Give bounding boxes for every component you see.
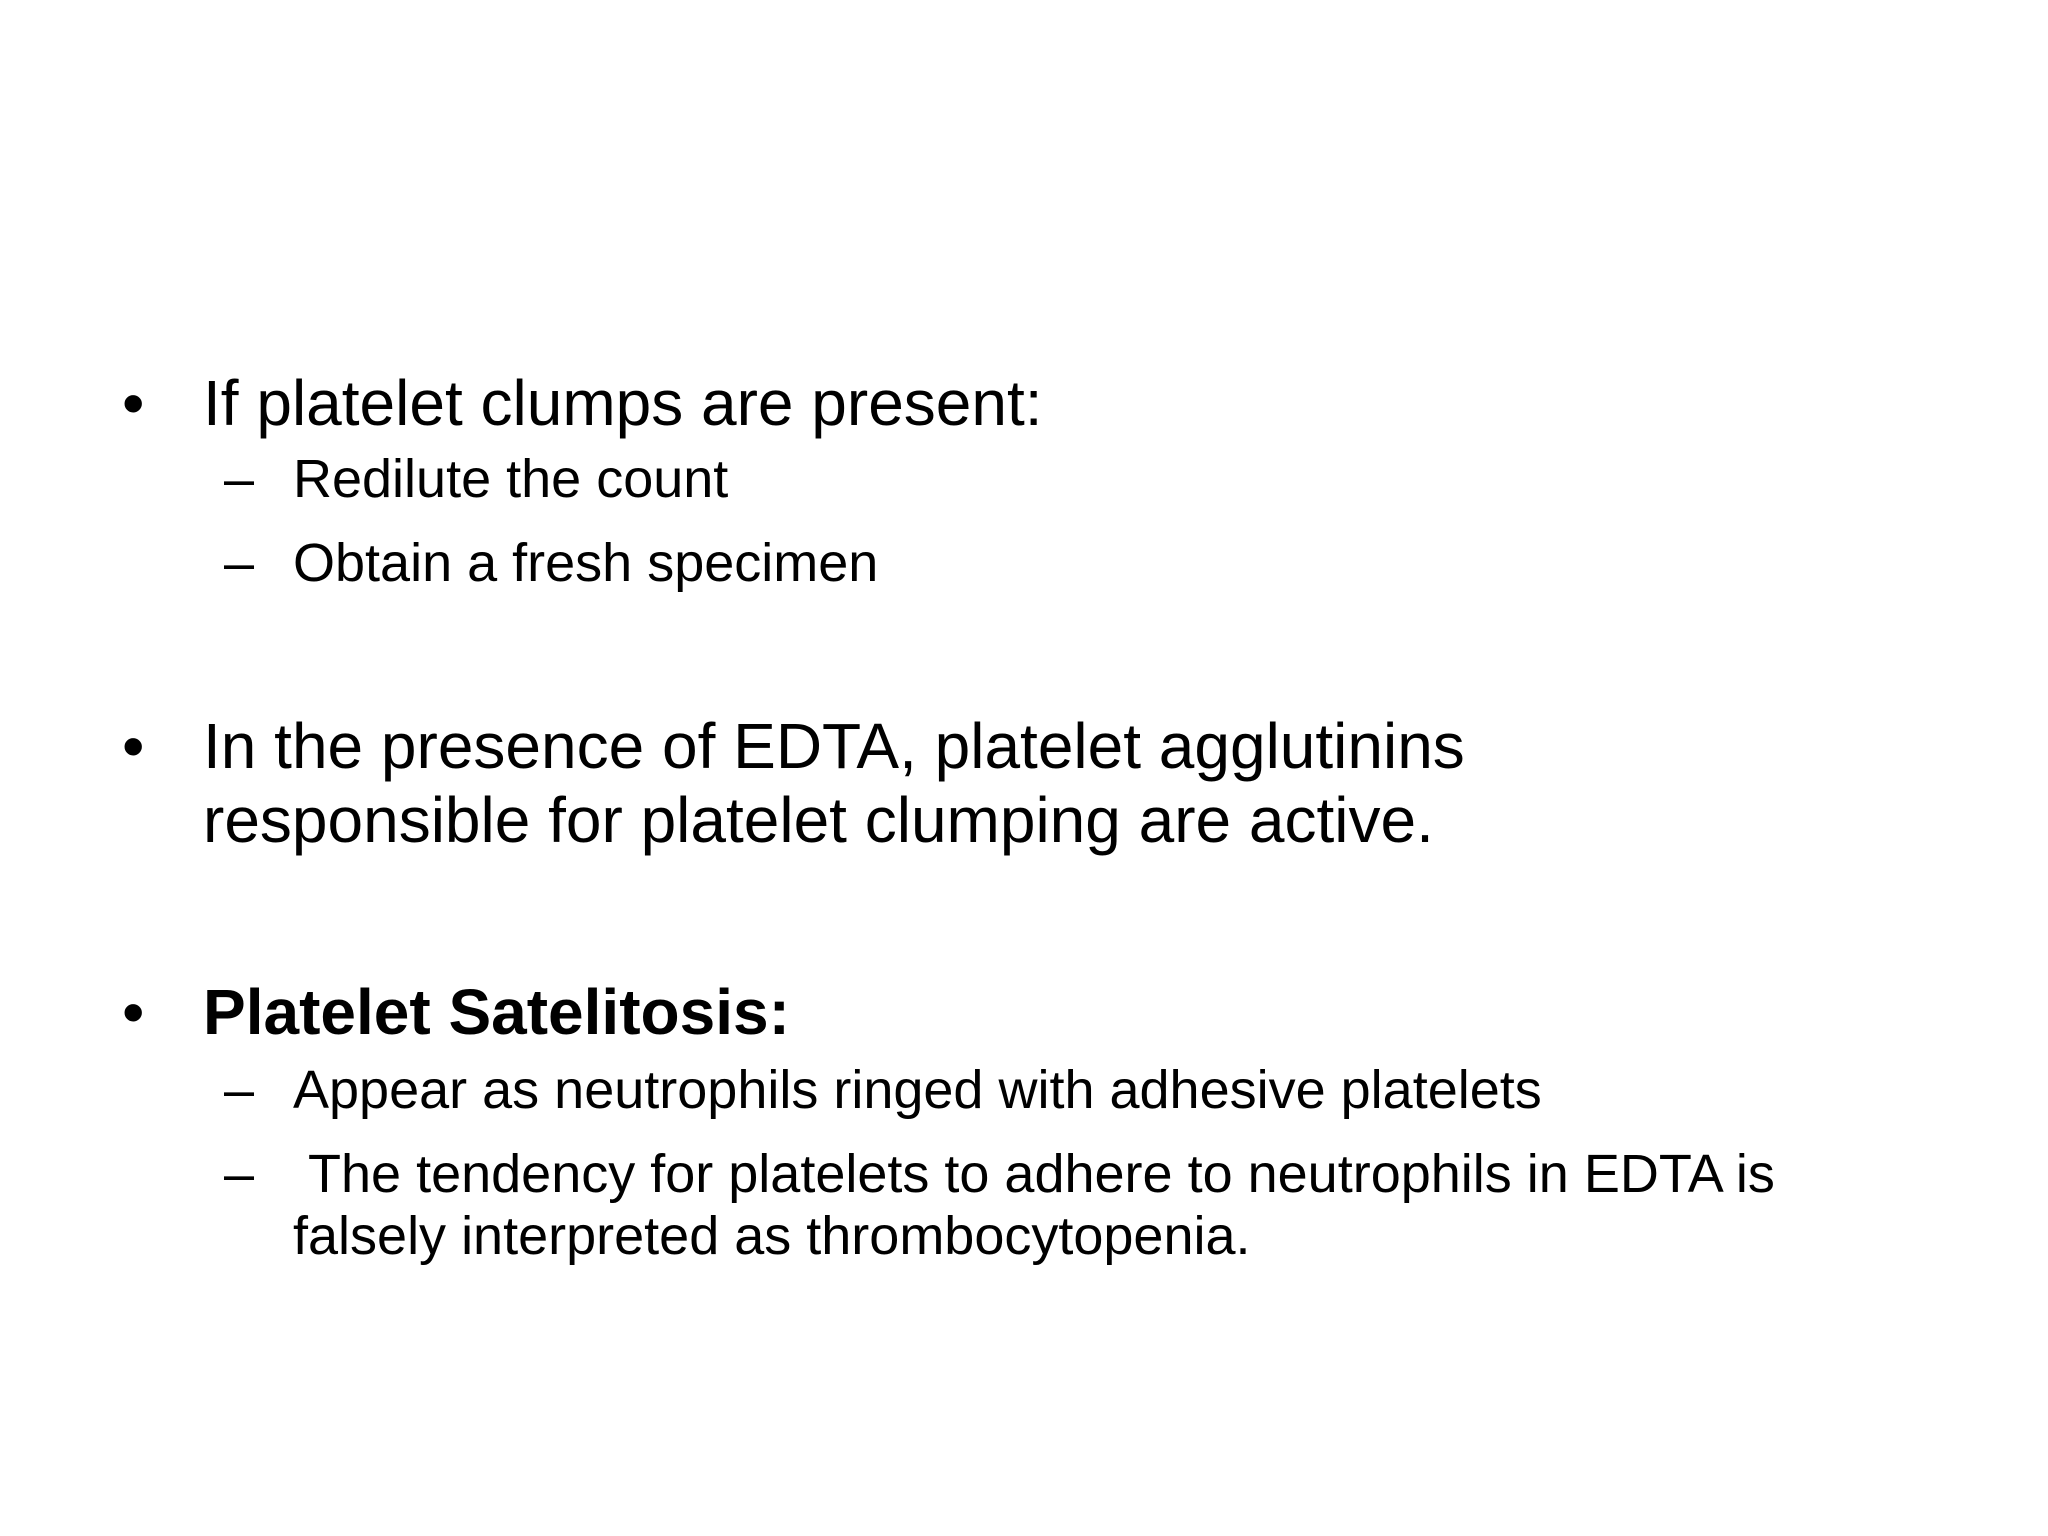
sub-bullet-text: The tendency for platelets to adhere to neutrophils in EDTA is falsely interpreted as thrombocytopenia. [293, 1144, 1790, 1266]
bullet-item [0, 366, 2048, 440]
sub-bullet-text: Redilute the count [293, 449, 729, 509]
bullet-section-3 [0, 975, 2048, 1267]
bullet-marker: • [122, 710, 145, 782]
bullet-text: In the presence of EDTA, platelet agglutinins responsible for platelet clumping are active. [203, 710, 1483, 856]
bullet-section-1 [0, 366, 2048, 594]
sub-bullet-item [0, 1059, 2048, 1121]
bullet-item [0, 709, 2048, 857]
bullet-marker: • [122, 367, 145, 439]
sub-bullet-text: Obtain a fresh specimen [293, 533, 879, 593]
sub-bullet-text: Appear as neutrophils ringed with adhesive platelets [293, 1060, 1542, 1120]
sub-bullet-item [0, 532, 2048, 594]
sub-bullet-marker: – [224, 1144, 255, 1204]
sub-bullet-marker: – [224, 449, 255, 509]
bullet-marker: • [122, 976, 145, 1048]
bullet-section-2 [0, 709, 2048, 857]
sub-bullet-marker: – [224, 533, 255, 593]
bullet-text: If platelet clumps are present: [203, 367, 1043, 439]
sub-bullet-item [0, 448, 2048, 510]
bullet-item [0, 975, 2048, 1049]
sub-bullet-marker: – [224, 1060, 255, 1120]
sub-bullet-item [0, 1143, 2048, 1267]
bullet-text-bold: Platelet Satelitosis: [203, 976, 790, 1048]
